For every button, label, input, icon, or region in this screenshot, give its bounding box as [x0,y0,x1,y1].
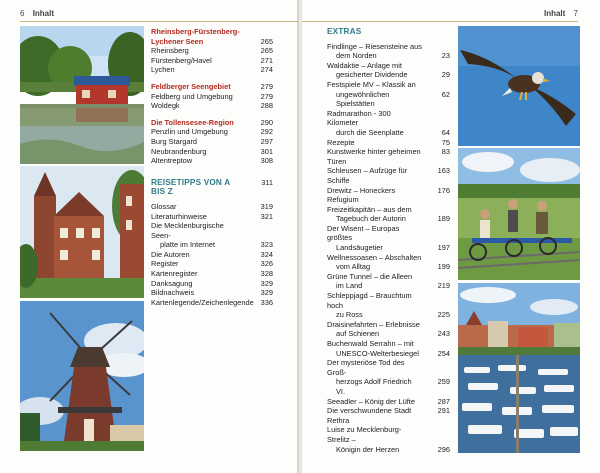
toc-entry[interactable]: Kartenlegende/Zeichenlegende 336 [151,297,273,307]
toc-entry[interactable]: Lychen 274 [151,65,273,75]
extras-entry[interactable]: Kunstwerke hinter geheimen Türen 83 [327,147,450,166]
toc-entry[interactable]: Die Mecklenburgische Seen- [151,221,224,240]
toc-entry[interactable]: Literaturhinweise 321 [151,211,273,221]
extras-entry[interactable]: Der Wisent – Europas größtes [327,223,400,243]
toc-entry[interactable]: platte im Internet 323 [160,240,273,250]
region-heading[interactable]: Feldberger Seengebiet 279 [151,81,273,91]
eagle-photo [458,26,580,146]
toc-entry[interactable]: Fürstenberg/Havel 271 [151,55,273,65]
region-heading[interactable]: Rheinsberg-Fürstenberg- [151,27,240,36]
extras-entry[interactable]: Grüne Tunnel – die Alleen [327,271,413,281]
rail-bikes-photo [458,148,580,280]
toc-entry[interactable]: Rheinsberg 265 [151,46,273,56]
region-heading[interactable]: Lychener Seen 265 [151,36,273,46]
brick-castle-photo [20,166,144,298]
extras-entry[interactable]: Festspiele MV – Klassik an [327,79,416,89]
extras-entry[interactable]: Landsäugetier 197 [336,243,450,253]
windmill-photo [20,301,144,451]
toc-entry[interactable]: Neubrandenburg 301 [151,146,273,156]
extras-entry[interactable]: im Land 219 [336,281,450,291]
right-header-rule [302,21,578,22]
toc-entry[interactable]: Woldegk 288 [151,101,273,111]
extras-entry[interactable]: gesicherter Dividende 29 [336,70,450,80]
extras-entry[interactable]: auf Schienen 243 [336,329,450,339]
toc-entry[interactable]: Register 326 [151,259,273,269]
lake-boathouse-photo [20,26,144,164]
extras-entry[interactable]: dem Norden 23 [336,51,450,61]
harbor-photo [458,283,580,453]
right-running-head [544,9,578,18]
region-heading[interactable]: Die Tollensesee-Region 290 [151,117,273,127]
extras-entry[interactable]: Drewitz – Honeckers Refugium 176 [327,185,450,205]
extras-entry[interactable]: Die verschwundene Stadt Rethra 291 [327,406,450,425]
extras-entry[interactable]: Luise zu Mecklenburg-Strelitz – [327,425,402,444]
extras-entry[interactable]: Findlinge – Riesensteine aus [327,41,422,51]
toc-entry[interactable]: Kartenregister 328 [151,269,273,279]
toc-entry[interactable]: Die Autoren 324 [151,249,273,259]
extras-entry[interactable]: Radmarathon - 300 Kilometer [327,108,391,128]
extras-entry[interactable]: herzogs Adolf Friedrich VI. 259 [336,377,450,396]
left-head-title: Inhalt [32,9,55,18]
right-page-number: 7 [573,9,578,18]
extras-entry[interactable]: Königin der Herzen 296 [336,444,450,454]
right-toc [327,27,450,454]
extras-entry[interactable]: zu Ross 225 [336,310,450,320]
extras-entry[interactable]: Rezepte 75 [327,137,450,147]
left-header-rule [20,21,298,22]
toc-entry[interactable]: Danksagung 329 [151,278,273,288]
extras-entry[interactable]: vom Alltag 199 [336,262,450,272]
extras-entry[interactable]: Tagebuch der Autorin 189 [336,214,450,224]
toc-entry[interactable]: Glossar 319 [151,201,273,211]
left-toc [151,27,273,307]
extras-entry[interactable]: Waldaktie – Anlage mit [327,60,402,70]
extras-entry[interactable]: ungewöhnlichen Spielstätten 62 [336,89,450,109]
right-head-title: Inhalt [543,9,566,18]
extras-list [327,42,450,455]
extras-entry[interactable]: Freizeitkapitän – aus dem [327,204,412,214]
toc-entry[interactable]: Altentreptow 308 [151,156,273,166]
left-page-number: 6 [20,9,25,18]
reisetipps-heading[interactable]: REISETIPPS VON A BIS Z 311 [151,177,273,197]
extras-entry[interactable]: Seeadler – König der Lüfte 287 [327,396,450,406]
extras-entry[interactable]: Schleusen – Aufzüge für Schiffe 163 [327,166,450,185]
extras-entry[interactable]: durch die Seenplatte 64 [336,127,450,137]
extras-heading[interactable]: EXTRAS [327,27,362,36]
toc-entry[interactable]: Feldberg und Umgebung 279 [151,91,273,101]
extras-entry[interactable]: Der mysteriöse Tod des Groß- [327,358,405,377]
extras-entry[interactable]: Draisinefahrten – Erlebnisse [327,319,420,329]
left-running-head [20,9,54,18]
toc-entry[interactable]: Bildnachweis 329 [151,288,273,298]
extras-entry[interactable]: UNESCO-Welterbesiegel 254 [336,348,450,358]
extras-entry[interactable]: Schleppjagd – Brauchtum hoch [327,291,412,310]
extras-entry[interactable]: Wellnessoasen – Abschalten [327,252,422,262]
toc-entry[interactable]: Penzlin und Umgebung 292 [151,127,273,137]
extras-entry[interactable]: Buchenwald Serrahn – mit [327,339,414,348]
toc-entry[interactable]: Burg Stargard 297 [151,136,273,146]
